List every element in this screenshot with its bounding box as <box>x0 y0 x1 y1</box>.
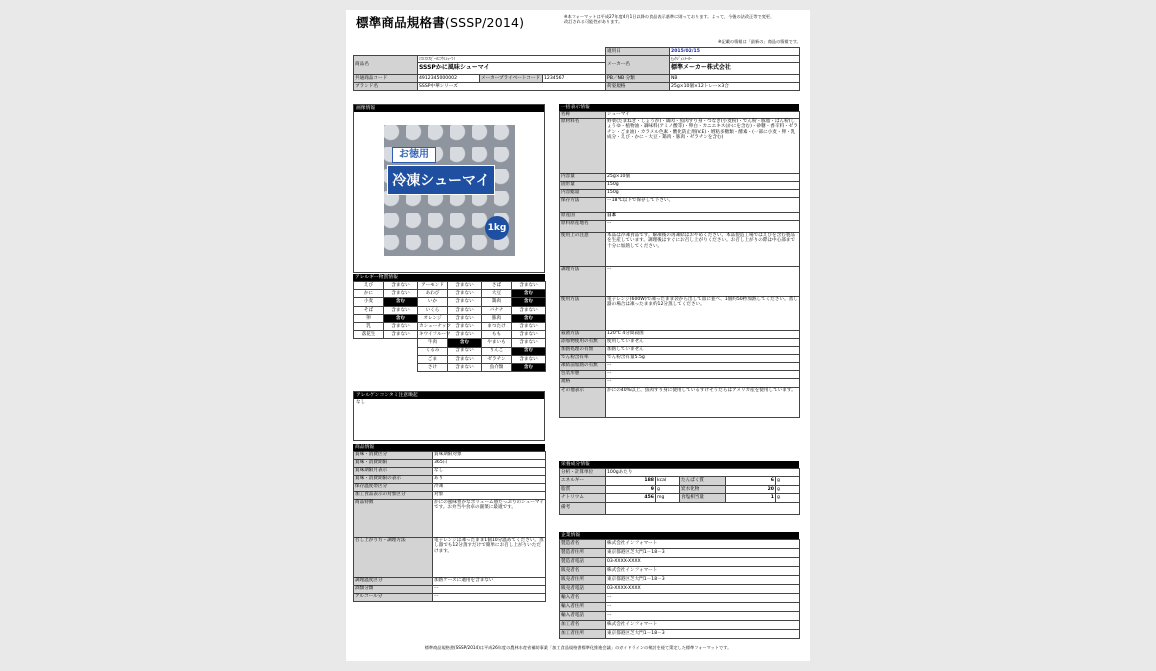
allergen-status: 含む <box>512 290 546 298</box>
field-label: 加工食品表示の対象区分 <box>354 492 433 500</box>
nutrient-name: たんぱく質 <box>680 477 726 486</box>
allergen-status: 含まない <box>448 363 482 371</box>
product-name: SSSPかに風味シューマイ <box>418 63 606 75</box>
allergen-name: えび <box>354 282 384 290</box>
field-value: 野菜(たまねぎ・しょうが)・鶏肉・魚肉すり身・つなぎ(小麦粉)・でん粉・豚脂・ぱん粉(しょうゆ・植物油・調味料(アミノ酸等)・卵白・カニエキス(かにを含む)・砂糖・香辛料・ゼラチン・ごま油)・カラメル色素・酸化防止剤(V.E)・増粘多糖類・酵素・(一部に小麦・卵・乳成分・えび・かに・大豆・鶏肉・豚肉・ゼラチンを含む) <box>606 119 800 174</box>
table-row <box>560 612 800 621</box>
allergen-status: 含まない <box>384 331 418 339</box>
ingredients-table <box>559 111 800 418</box>
allergen-name: 落花生 <box>354 331 384 339</box>
allergen-status: 含まない <box>448 322 482 330</box>
table-row <box>560 119 800 174</box>
applied-date: 2015/02/15 <box>670 48 800 56</box>
allergen-name: かに <box>354 290 384 298</box>
allergen-status: 含まない <box>448 290 482 298</box>
allergy-row <box>418 363 482 371</box>
nutrient-name: 食塩相当量 <box>680 494 726 503</box>
allergen-name: あわび <box>418 290 448 298</box>
info-note: ※記載の情報は「最新の」商品の情報です。 <box>718 39 801 44</box>
field-value: 東京都港区芝大門1－18－3 <box>606 576 800 585</box>
allergy-row <box>418 282 482 290</box>
field-label: 製造者電話 <box>560 558 606 567</box>
allergy-row <box>354 322 418 330</box>
nutrition-row <box>560 477 800 486</box>
field-label: 原産国 <box>560 213 606 221</box>
field-label: 加工者住所 <box>560 630 606 639</box>
allergy-row <box>418 339 482 347</box>
field-value: 本品は冷凍食品です。解凍後の再凍結はおやめください。本品製造工場ではえびを含む製品を生産しています。調理後はすぐにお召し上がりください。お召し上がりの際は中心部まで十分に加熱してください。 <box>606 233 800 267</box>
allergen-status: 含まない <box>512 339 546 347</box>
table-row <box>560 567 800 576</box>
allergen-name: ゼラチン <box>482 355 512 363</box>
nutrient-value: 20 <box>726 485 776 494</box>
allergen-status: 含まない <box>448 298 482 306</box>
allergy-row <box>418 355 482 363</box>
table-row <box>560 355 800 363</box>
allergy-row <box>354 282 418 290</box>
field-label: 原料原産地名 <box>560 221 606 233</box>
table-row <box>560 379 800 388</box>
field-value: 加熱ケースに適用を含まない <box>433 578 546 586</box>
nutrition-section: 栄養成分情報 分析・計算単位 100gあたり エネルギー 188 kcal たんぱく質 6 g 脂質 9 g 炭水化物 20 g ナトリウム 456 mg 食塩相当量 1 g 備考 <box>559 461 799 515</box>
field-value: 150g <box>606 182 800 190</box>
field-label: 賞味・消費区分 <box>354 452 433 460</box>
allergy-row <box>482 322 546 330</box>
allergen-name: アーモンド <box>418 282 448 290</box>
allergy-row <box>482 355 546 363</box>
field-value: 120℃ 4分間殺菌 <box>606 331 800 339</box>
table-row <box>354 452 546 460</box>
field-label: 包装形態 <box>560 371 606 379</box>
jan-code: 4912345000002 <box>418 75 480 83</box>
allergy-row <box>418 347 482 355</box>
field-label: その他表示 <box>560 388 606 418</box>
table-row <box>354 578 546 586</box>
allergen-status: 含まない <box>512 331 546 339</box>
field-value: ー <box>606 267 800 297</box>
allergen-status: 含まない <box>448 347 482 355</box>
field-label: 殺菌方法 <box>560 331 606 339</box>
field-label: 製造者住所 <box>560 549 606 558</box>
allergen-status: 含まない <box>512 355 546 363</box>
image-section: 画像情報 お徳用 冷凍シューマイ 1kg <box>353 104 545 273</box>
maker-name: 標準メーカー株式会社 <box>670 63 800 75</box>
table-row <box>354 460 546 468</box>
allergen-name: キウイフルーツ <box>419 332 451 338</box>
nutrition-table: 分析・計算単位 100gあたり エネルギー 188 kcal たんぱく質 6 g 脂質 9 g 炭水化物 20 g ナトリウム 456 mg 食塩相当量 1 g 備考 <box>559 468 800 515</box>
field-value: 加熱していません <box>606 347 800 355</box>
table-row <box>560 190 800 198</box>
nutrient-unit: g <box>776 494 800 503</box>
table-row <box>354 468 546 476</box>
allergy-row <box>418 290 482 298</box>
field-label: 固形量 <box>560 182 606 190</box>
product-image: お徳用 冷凍シューマイ 1kg <box>384 125 515 256</box>
field-label: 加工者名 <box>560 621 606 630</box>
field-label: 販売者名 <box>560 567 606 576</box>
table-row <box>560 603 800 612</box>
field-label: 輸入者名 <box>560 594 606 603</box>
format-note: ※本フォーマットは平成27年度4月1日以降の食品表示基準に則っております。よって、今後の法改正等で変更、改訂される可能性があります。 <box>564 14 775 24</box>
field-value: 対象 <box>433 492 546 500</box>
allergen-status: 含まない <box>384 322 418 330</box>
field-value: 使用していません <box>606 339 800 347</box>
field-value: 株式会社インフォマート <box>606 621 800 630</box>
field-label: 酒類分類 <box>354 586 433 594</box>
table-row <box>560 174 800 182</box>
allergy-row <box>482 306 546 314</box>
allergy-row <box>354 290 418 298</box>
nutrition-remark-row <box>560 502 800 514</box>
nutrient-name: 脂質 <box>560 485 606 494</box>
company-section: 企業情報 製造者名 株式会社インフォマート 製造者住所 東京都港区芝大門1－18－3 製造者電話 03-XXXX-XXXX 販売者名 株式会社インフォマート 販売者住所 東京都港区芝大門1－18－3 販売者電話 03-XXXX-XXXX 輸入者名 ー 輸入者住所 ー 輸入者電話 ー 加工者名 株式会社インフォマート 加工者住所 東京都港区芝大門1－18－3 <box>559 532 799 639</box>
table-row <box>354 594 546 602</box>
field-label: 保存温度帯区分 <box>354 484 433 492</box>
nutrient-name: 炭水化物 <box>680 485 726 494</box>
allergen-status: 含まない <box>512 306 546 314</box>
field-label: 販売者電話 <box>560 585 606 594</box>
field-label: 商品特徴 <box>354 500 433 538</box>
field-value: あり <box>433 476 546 484</box>
field-value: 日本 <box>606 213 800 221</box>
table-row <box>560 347 800 355</box>
allergen-status: 含まない <box>448 282 482 290</box>
allergen-name: 大豆 <box>482 290 512 298</box>
allergen-name: そば <box>354 306 384 314</box>
nutrient-value: 6 <box>726 477 776 486</box>
nutrient-value: 9 <box>606 485 656 494</box>
table-row <box>560 198 800 213</box>
allergy-table-left <box>353 281 418 339</box>
table-row <box>560 221 800 233</box>
allergen-name: くるみ <box>418 347 448 355</box>
company-table <box>559 539 800 639</box>
allergen-status: 含まない <box>384 290 418 298</box>
allergen-status: 含む <box>512 298 546 306</box>
footer-note: 標準商品規格書(SSSP/2014)は平成26年度の農林水産省補助事業「加工食品規格書標準化推進会議」のガイドラインの検討を経て策定した標準フォーマットです。 <box>424 645 732 650</box>
allergen-name: さば <box>482 282 512 290</box>
field-value: シューマイ <box>606 112 800 119</box>
table-row <box>560 540 800 549</box>
table-row <box>560 233 800 267</box>
field-label: 輸入者電話 <box>560 612 606 621</box>
field-label: 使用方法 <box>560 297 606 331</box>
allergen-name: 豚肉 <box>482 314 512 322</box>
table-row <box>354 492 546 500</box>
allergy-row <box>354 298 418 306</box>
table-row <box>354 500 546 538</box>
contamination-section: アレルゲンコンタミ注意喚起 なし <box>353 391 545 441</box>
nutrient-unit: g <box>656 485 680 494</box>
field-label: 名称 <box>560 112 606 119</box>
allergen-name: 乳 <box>354 322 384 330</box>
table-row <box>560 112 800 119</box>
allergen-name: まつたけ <box>482 322 512 330</box>
allergy-row <box>482 298 546 306</box>
allergy-row <box>418 331 482 339</box>
allergy-row <box>482 314 546 322</box>
nutrient-name: エネルギー <box>560 477 606 486</box>
table-row <box>560 558 800 567</box>
field-value: かにの風味豊かなボリューム感たっぷりのシューマイです。お弁当や食卓の副菜に最適です。 <box>433 500 546 538</box>
field-value: ー <box>433 586 546 594</box>
table-row <box>560 621 800 630</box>
product-info-table <box>353 451 546 602</box>
table-row <box>560 363 800 371</box>
field-label: 添加物使用の有無 <box>560 339 606 347</box>
ingredients-section: 一括表示情報 名称 シューマイ 原材料名 野菜(たまねぎ・しょうが)・鶏肉・魚肉すり身・つなぎ(小麦粉)・でん粉・豚脂・ぱん粉(しょうゆ・植物油・調味料(アミノ酸等)・卵白・カニエキス(かにを含む)・砂糖・香辛料・ゼラチン・ごま油)・カラメル色素・酸化防止剤(V.E)・増粘多糖類・酵素・(一部に小麦・卵・乳成分・えび・かに・大豆・鶏肉・豚肉・ゼラチンを含む) 内容量 25g×10個 固形量 150g 内容総量 150g 保存方法 ー18℃以下で保存して下さい。 原産国 日本 原料原産地名 ー 使用上の注意 本品は冷凍食品です。解凍後の再凍結はおやめください。本品製造工場ではえびを含む製品を生産しています。調理後はすぐにお召し上がりください。お召し上がりの際は中心部まで十分に加熱してください。 調理方法 ー 使用方法 電子レンジ(600W)で凍ったまま袋から出して皿に並べ、1個約50秒加熱してください。蒸し器の場合は凍ったまま約12分蒸してください。 殺菌方法 120℃ 4分間殺菌 添加物使用の有無 使用していません 加熱処理の有無 加熱していません でん粉含有率 でん粉含有量5.5g 凍結前加熱の有無 ー 包装形態 ー 規格 ー その他表示 かにの40%以上、魚肉すり身に使用しているすけそうだらはアメリカ産を使用しています。 <box>559 104 799 418</box>
allergy-row <box>482 347 546 355</box>
allergy-table-right <box>481 281 546 372</box>
table-row <box>354 476 546 484</box>
table-row <box>560 371 800 379</box>
field-label: 保存方法 <box>560 198 606 213</box>
allergen-status: 含む <box>448 339 482 347</box>
allergen-name: バナナ <box>482 306 512 314</box>
allergen-name: 鶏肉 <box>482 298 512 306</box>
field-value: 株式会社インフォマート <box>606 567 800 576</box>
allergy-table-mid <box>417 281 482 372</box>
table-row <box>560 388 800 418</box>
allergen-name: 牛肉 <box>418 339 448 347</box>
allergy-row <box>482 290 546 298</box>
allergen-name: さけ <box>418 363 448 371</box>
field-label: アルコール分 <box>354 594 433 602</box>
product-info-section: 商品情報 賞味・消費区分 賞味期限対象 賞味・消費期限 365日 賞味期限月表示 なし 賞味・消費期限の表示 あり 保存温度帯区分 冷凍 加工食品表示の対象区分 対象 商品特徴 かにの風味豊かなボリューム感たっぷりのシューマイです。お弁当や食卓の副菜に最適です。 召し上がり方・調理方法 電子レンジは凍ったまま1個10分温めてください。蒸し器でも12分蒸すだけで簡単にお召し上がりいただけます。 調理温度区分 加熱ケースに適用を含まない 酒類分類 ー アルコール分 ー <box>353 444 545 602</box>
allergen-status: 含む <box>384 298 418 306</box>
field-value: ー <box>606 594 800 603</box>
field-label: 賞味・消費期限 <box>354 460 433 468</box>
table-row <box>560 331 800 339</box>
allergy-row <box>418 314 482 322</box>
nutrient-name: ナトリウム <box>560 494 606 503</box>
document-title: 標準商品規格書(SSSP/2014) <box>356 15 525 30</box>
allergen-name: いか <box>418 298 448 306</box>
allergen-status: 含む <box>512 363 546 371</box>
allergy-section: アレルギー物質情報 えび 含まない かに 含まない 小麦 含む そば 含まない 卵 含む 乳 含まない 落花生 含まない アーモンド 含まない あわび 含まない いか 含まない いくら 含まない オレンジ 含まない カシューナッツ 含まない キウイフルーツ 含まない 牛肉 含む くるみ 含まない ごま 含まない さけ 含まない さば 含まない 大豆 含む 鶏肉 含む バナナ 含まない 豚肉 含む まつたけ 含まない もも 含まない やまいも 含まない りんご 含む ゼラチン 含まない 魚介類 含む <box>353 274 545 377</box>
field-label: 製造者名 <box>560 540 606 549</box>
field-label: 内容量 <box>560 174 606 182</box>
field-label: 調理方法 <box>560 267 606 297</box>
nutrient-value: 188 <box>606 477 656 486</box>
allergen-name: 小麦 <box>354 298 384 306</box>
allergy-row <box>418 298 482 306</box>
nutrient-unit: g <box>776 485 800 494</box>
allergy-row <box>354 331 418 339</box>
table-row <box>560 594 800 603</box>
nutrient-value: 1 <box>726 494 776 503</box>
field-label: 召し上がり方・調理方法 <box>354 538 433 578</box>
allergen-name: 魚介類 <box>482 363 512 371</box>
field-value: 冷凍 <box>433 484 546 492</box>
field-value: かにの40%以上、魚肉すり身に使用しているすけそうだらはアメリカ産を使用しています。 <box>606 388 800 418</box>
field-value: ー <box>606 612 800 621</box>
field-label: 凍結前加熱の有無 <box>560 363 606 371</box>
nutrient-unit: kcal <box>656 477 680 486</box>
allergen-name: 卵 <box>354 314 384 322</box>
allergen-status: 含まない <box>448 355 482 363</box>
allergy-row <box>354 314 418 322</box>
field-value: 電子レンジ(600W)で凍ったまま袋から出して皿に並べ、1個約50秒加熱してください。蒸し器の場合は凍ったまま約12分蒸してください。 <box>606 297 800 331</box>
field-value: 株式会社インフォマート <box>606 540 800 549</box>
allergen-status: 含まない <box>448 306 482 314</box>
field-value: 03-XXXX-XXXX <box>606 585 800 594</box>
field-label: 内容総量 <box>560 190 606 198</box>
allergy-row <box>418 306 482 314</box>
field-label: 賞味期限月表示 <box>354 468 433 476</box>
table-row <box>354 586 546 594</box>
allergy-row <box>482 339 546 347</box>
field-value: 電子レンジは凍ったまま1個10分温めてください。蒸し器でも12分蒸すだけで簡単にお召し上がりいただけます。 <box>433 538 546 578</box>
allergen-status: 含まない <box>448 331 482 339</box>
allergen-name: カシューナッツ <box>419 323 451 329</box>
header-table: 適用日 2015/02/15 商品名 ｴｽｴｽｴｽﾋﾟｰｶﾆﾌｳﾐｼｭｰﾏｲ メーカー名 ﾋｮｳｼﾞｭﾝﾒｰｶｰ SSSPかに風味シューマイ 標準メーカー株式会社 共通商品コード 4912345000002 メーカープライベートコード 1234567 PB／NB 分類 NB ブランド名 SSSP中華シリーズ 荷姿規格 25g×10個×12トレー×3合 <box>353 47 800 91</box>
table-row <box>354 538 546 578</box>
table-row <box>354 484 546 492</box>
field-value: なし <box>433 468 546 476</box>
allergy-row <box>482 363 546 371</box>
field-value: 150g <box>606 190 800 198</box>
allergen-status: 含まない <box>512 282 546 290</box>
allergen-name: いくら <box>418 306 448 314</box>
field-value: ー <box>433 594 546 602</box>
field-label: 原材料名 <box>560 119 606 174</box>
allergen-name: オレンジ <box>418 314 448 322</box>
field-value: ー <box>606 603 800 612</box>
field-label: 調理温度区分 <box>354 578 433 586</box>
table-row <box>560 182 800 190</box>
allergy-row <box>354 306 418 314</box>
table-row <box>560 630 800 639</box>
field-value: 東京都港区芝大門1－18－3 <box>606 549 800 558</box>
field-label: 規格 <box>560 379 606 388</box>
field-label: 輸入者住所 <box>560 603 606 612</box>
allergen-status: 含む <box>512 347 546 355</box>
field-value: ー <box>606 371 800 379</box>
table-row <box>560 576 800 585</box>
allergen-status: 含む <box>512 314 546 322</box>
allergen-name: もも <box>482 331 512 339</box>
field-value: 賞味期限対象 <box>433 452 546 460</box>
nutrient-value: 456 <box>606 494 656 503</box>
field-value: ー18℃以下で保存して下さい。 <box>606 198 800 213</box>
nutrient-unit: g <box>776 477 800 486</box>
field-value: ー <box>606 363 800 371</box>
allergy-row <box>418 322 482 330</box>
allergen-name: りんご <box>482 347 512 355</box>
allergen-status: 含む <box>384 314 418 322</box>
allergen-name: ごま <box>418 355 448 363</box>
spec-sheet <box>346 10 810 661</box>
table-row <box>560 585 800 594</box>
table-row <box>560 339 800 347</box>
field-value: 365日 <box>433 460 546 468</box>
field-value: 03-XXXX-XXXX <box>606 558 800 567</box>
table-row <box>560 549 800 558</box>
allergen-status: 含まない <box>384 306 418 314</box>
allergy-row <box>482 282 546 290</box>
table-row <box>560 267 800 297</box>
field-value: ー <box>606 379 800 388</box>
allergen-status: 含まない <box>448 314 482 322</box>
field-value: でん粉含有量5.5g <box>606 355 800 363</box>
field-label: 販売者住所 <box>560 576 606 585</box>
table-row <box>560 297 800 331</box>
allergen-name: やまいも <box>482 339 512 347</box>
field-label: 賞味・消費期限の表示 <box>354 476 433 484</box>
allergy-row <box>482 331 546 339</box>
field-value: ー <box>606 221 800 233</box>
remark-label: 備考 <box>560 502 606 514</box>
nutrition-row <box>560 494 800 503</box>
field-value: 25g×10個 <box>606 174 800 182</box>
field-value: 東京都港区芝大門1－18－3 <box>606 630 800 639</box>
allergen-status: 含まない <box>512 322 546 330</box>
field-label: でん粉含有率 <box>560 355 606 363</box>
nutrient-unit: mg <box>656 494 680 503</box>
nutrition-row <box>560 485 800 494</box>
allergen-status: 含まない <box>384 282 418 290</box>
field-label: 加熱処理の有無 <box>560 347 606 355</box>
table-row <box>560 213 800 221</box>
field-label: 使用上の注意 <box>560 233 606 267</box>
